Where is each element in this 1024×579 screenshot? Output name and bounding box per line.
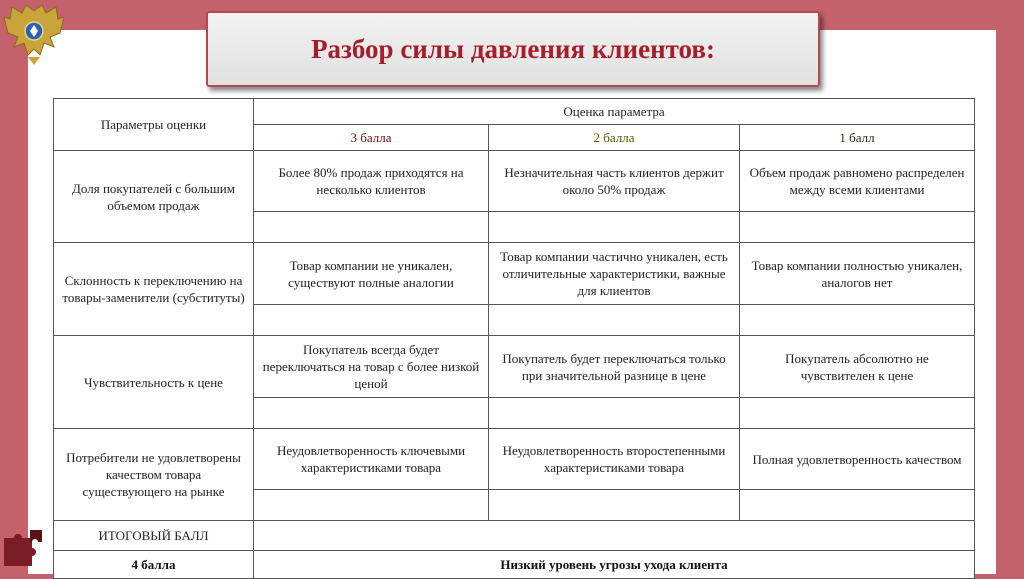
score-mark-cell (254, 398, 489, 429)
criteria-cell: Покупатель всегда будет переключаться на товар с более низкой ценой (254, 336, 489, 398)
score-header-2: 2 балла (489, 125, 740, 151)
param-row-3: Чувствительность к цене (54, 336, 254, 429)
criteria-cell: Объем продаж равномено распределен между всеми клиентами (740, 151, 975, 212)
score-mark-cell (740, 305, 975, 336)
criteria-cell: Незначительная часть клиентов держит около 50% продаж (489, 151, 740, 212)
score-mark-cell (489, 398, 740, 429)
total-value-cell (254, 521, 975, 551)
total-label: ИТОГОВЫЙ БАЛЛ (54, 521, 254, 551)
param-row-2: Склонность к переключению на товары-заменители (субституты) (54, 243, 254, 336)
score-header-1: 1 балл (740, 125, 975, 151)
title-box (206, 11, 820, 87)
score-mark-cell (489, 490, 740, 521)
page-title: Разбор силы давления клиентов: (311, 33, 715, 64)
score-mark-cell (489, 212, 740, 243)
result-text: Низкий уровень угрозы ухода клиента (254, 551, 975, 579)
param-header: Параметры оценки (54, 99, 254, 151)
param-row-1: Доля покупателей с большим объемом продаж (54, 151, 254, 243)
score-header-3: 3 балла (254, 125, 489, 151)
criteria-cell: Полная удовлетворенность качеством (740, 429, 975, 490)
score-mark-cell (254, 305, 489, 336)
customer-pressure-table (53, 98, 975, 579)
param-row-4: Потребители не удовлетворены качеством товара существующего на рынке (54, 429, 254, 521)
double-eagle-emblem-icon (4, 3, 64, 67)
score-mark-cell (740, 490, 975, 521)
result-score: 4 балла (54, 551, 254, 579)
criteria-cell: Неудовлетворенность ключевыми характеристиками товара (254, 429, 489, 490)
criteria-cell: Неудовлетворенность второстепенными характеристиками товара (489, 429, 740, 490)
criteria-cell: Покупатель будет переключаться только при значительной разнице в цене (489, 336, 740, 398)
criteria-cell: Товар компании частично уникален, есть отличительные характеристики, важные для клиентов (489, 243, 740, 305)
criteria-cell: Товар компании не уникален, существуют полные аналогии (254, 243, 489, 305)
criteria-cell: Товар компании полностью уникален, аналогов нет (740, 243, 975, 305)
score-mark-cell (489, 305, 740, 336)
puzzle-pieces-icon (0, 528, 46, 574)
score-mark-cell (254, 212, 489, 243)
criteria-cell: Более 80% продаж приходятся на несколько клиентов (254, 151, 489, 212)
eval-header: Оценка параметра (254, 99, 975, 125)
score-mark-cell (254, 490, 489, 521)
score-mark-cell (740, 212, 975, 243)
criteria-cell: Покупатель абсолютно не чувствителен к цене (740, 336, 975, 398)
score-mark-cell (740, 398, 975, 429)
